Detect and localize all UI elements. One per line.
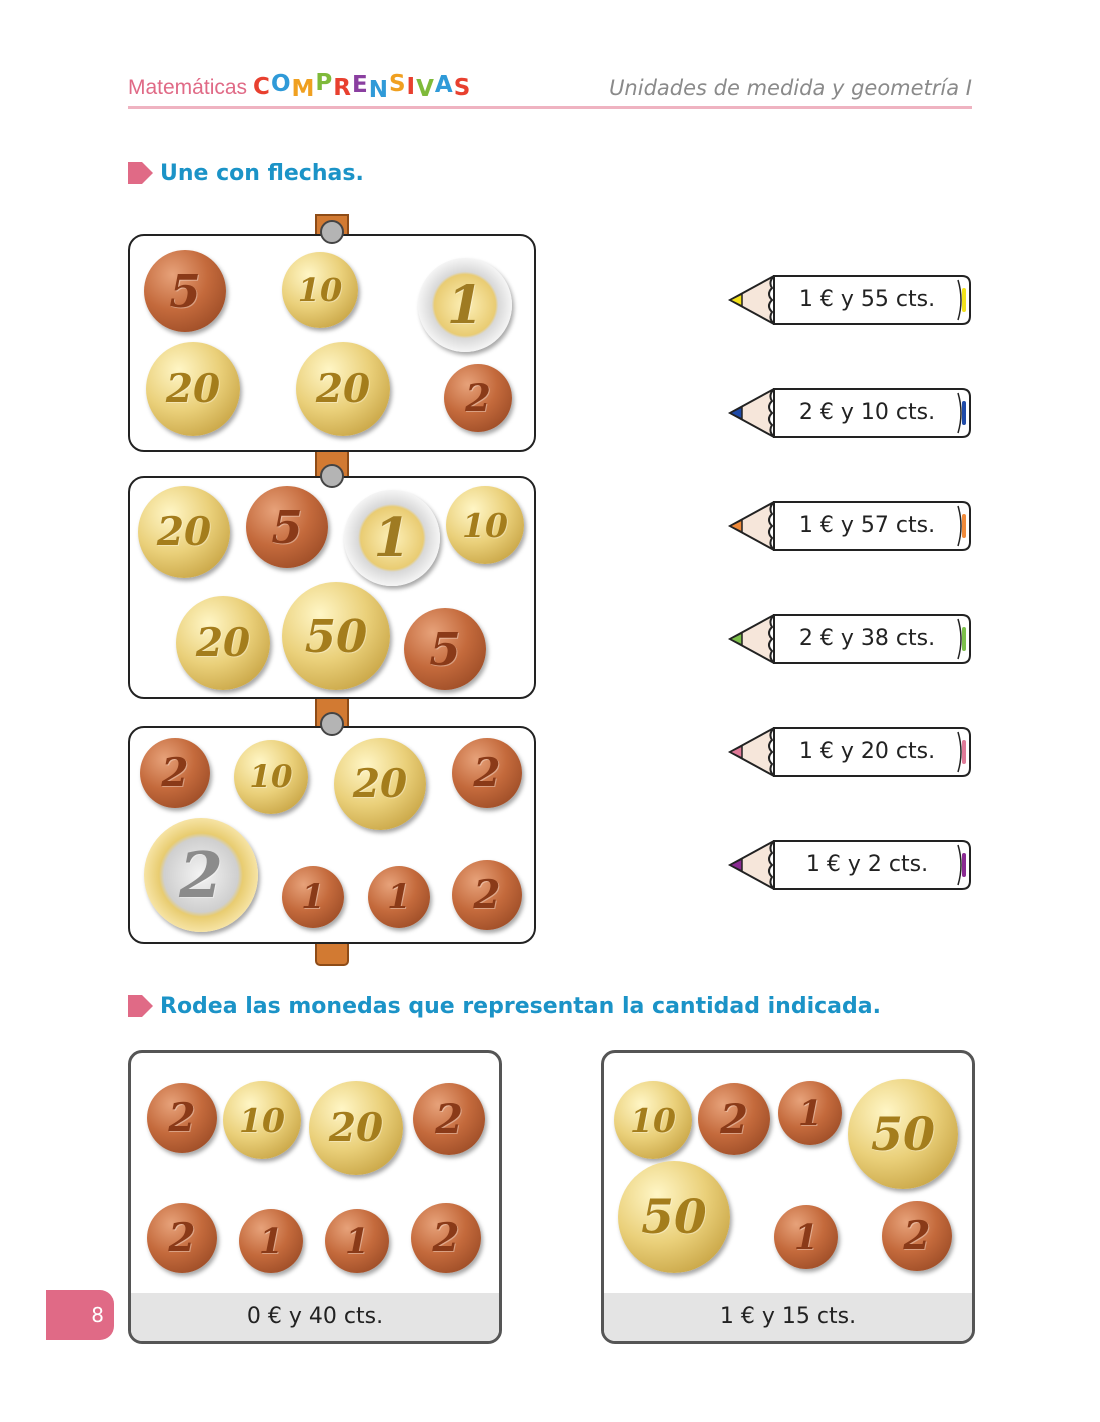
coin-2[interactable]: [698, 1083, 770, 1155]
pencil-6[interactable]: [728, 839, 972, 891]
coin-group-3[interactable]: [128, 726, 536, 944]
pencil-amount-label: 1 € y 57 cts.: [798, 513, 936, 538]
coin-denomination: 20: [328, 1105, 384, 1151]
coin-denomination: 20: [315, 366, 371, 412]
bullet-arrow-icon: [128, 993, 154, 1019]
coin-denomination: 20: [156, 509, 212, 555]
coin-1[interactable]: [282, 866, 344, 928]
coin-2[interactable]: [452, 738, 522, 808]
brand-logo-text: COMPRENSIVAS: [253, 70, 472, 103]
coin-10[interactable]: [282, 252, 358, 328]
coin-denomination: 2: [473, 872, 501, 918]
coin-1[interactable]: [418, 258, 512, 352]
coin-50[interactable]: [618, 1161, 730, 1273]
coin-2[interactable]: [147, 1203, 217, 1273]
section-1-instruction: Une con flechas.: [160, 160, 364, 186]
header-subtitle: Unidades de medida y geometría I: [609, 76, 972, 100]
section-2-instruction: Rodea las monedas que representan la cantidad indicada.: [160, 993, 881, 1019]
coin-20[interactable]: [309, 1081, 403, 1175]
coin-denomination: 50: [641, 1189, 707, 1245]
coin-5[interactable]: [246, 486, 328, 568]
pencil-3[interactable]: [728, 500, 972, 552]
coin-denomination: 2: [161, 750, 189, 796]
coin-group-1[interactable]: [128, 234, 536, 452]
coin-5[interactable]: [404, 608, 486, 690]
coin-20[interactable]: [138, 486, 230, 578]
amount-box-1[interactable]: [128, 1050, 502, 1344]
coin-denomination: 5: [271, 500, 303, 554]
coin-denomination: 5: [429, 622, 461, 676]
coin-denomination: 1: [797, 1092, 823, 1134]
coin-denomination: 2: [903, 1213, 931, 1259]
pencil-amount-label: 2 € y 10 cts.: [798, 400, 936, 425]
coin-denomination: 1: [387, 877, 411, 917]
pencil-1[interactable]: [728, 274, 972, 326]
header-brand: [128, 70, 472, 103]
rivet: [320, 464, 344, 488]
coin-10[interactable]: [446, 486, 524, 564]
coin-10[interactable]: [234, 740, 308, 814]
coin-denomination: 20: [352, 761, 408, 807]
coin-denomination: 1: [301, 877, 325, 917]
coin-denomination: 10: [239, 1100, 285, 1140]
coin-50[interactable]: [848, 1079, 958, 1189]
pencil-amount-label: 1 € y 2 cts.: [805, 852, 929, 877]
coin-1[interactable]: [368, 866, 430, 928]
coin-group-2[interactable]: [128, 476, 536, 699]
brand-name: Matemáticas: [128, 76, 248, 99]
coin-denomination: 2: [168, 1095, 196, 1141]
coin-20[interactable]: [146, 342, 240, 436]
coin-denomination: 20: [195, 620, 251, 666]
coin-5[interactable]: [144, 250, 226, 332]
coin-denomination: 1: [258, 1220, 284, 1262]
coin-2[interactable]: [140, 738, 210, 808]
coin-denomination: 1: [344, 1220, 370, 1262]
coin-2[interactable]: [444, 364, 512, 432]
coin-20[interactable]: [176, 596, 270, 690]
pencil-amount-label: 1 € y 20 cts.: [798, 739, 936, 764]
coin-2[interactable]: [411, 1203, 481, 1273]
page-number: 8: [46, 1290, 114, 1340]
coin-20[interactable]: [296, 342, 390, 436]
coin-denomination: 50: [304, 609, 368, 663]
coin-denomination: 2: [179, 838, 223, 912]
pencil-2[interactable]: [728, 387, 972, 439]
coin-10[interactable]: [614, 1081, 692, 1159]
coin-denomination: 2: [465, 376, 491, 420]
pencil-amount-label: 1 € y 55 cts.: [798, 287, 936, 312]
coin-denomination: 2: [435, 1095, 463, 1143]
coin-denomination: 5: [169, 264, 201, 318]
coin-denomination: 1: [446, 274, 484, 336]
coin-denomination: 10: [249, 759, 293, 795]
section-2-title: [128, 993, 881, 1019]
coin-2[interactable]: [144, 818, 258, 932]
coin-2[interactable]: [413, 1083, 485, 1155]
coin-denomination: 20: [165, 366, 221, 412]
coin-1[interactable]: [325, 1209, 389, 1273]
coin-1[interactable]: [344, 490, 440, 586]
coin-denomination: 1: [793, 1216, 819, 1258]
pencil-4[interactable]: [728, 613, 972, 665]
coin-2[interactable]: [147, 1083, 217, 1153]
coin-2[interactable]: [882, 1201, 952, 1271]
coin-denomination: 2: [720, 1095, 748, 1143]
header-divider: [128, 106, 972, 109]
coin-denomination: 2: [473, 750, 501, 796]
coin-denomination: 1: [373, 507, 411, 569]
coin-1[interactable]: [239, 1209, 303, 1273]
amount-box-2[interactable]: [601, 1050, 975, 1344]
coin-50[interactable]: [282, 582, 390, 690]
pencil-amount-label: 2 € y 38 cts.: [798, 626, 936, 651]
amount-label: 1 € y 15 cts.: [604, 1293, 972, 1341]
coin-denomination: 10: [462, 505, 508, 545]
coin-denomination: 50: [870, 1107, 935, 1161]
coin-denomination: 10: [630, 1100, 676, 1140]
coin-denomination: 2: [168, 1215, 196, 1261]
amount-label: 0 € y 40 cts.: [131, 1293, 499, 1341]
coin-10[interactable]: [223, 1081, 301, 1159]
coin-1[interactable]: [778, 1081, 842, 1145]
section-1-title: [128, 160, 364, 186]
coin-denomination: 10: [297, 271, 343, 309]
bullet-arrow-icon: [128, 160, 154, 186]
rivet: [320, 712, 344, 736]
coin-20[interactable]: [334, 738, 426, 830]
coin-denomination: 2: [432, 1215, 460, 1261]
coin-2[interactable]: [452, 860, 522, 930]
rivet: [320, 220, 344, 244]
pencil-5[interactable]: [728, 726, 972, 778]
coin-1[interactable]: [774, 1205, 838, 1269]
